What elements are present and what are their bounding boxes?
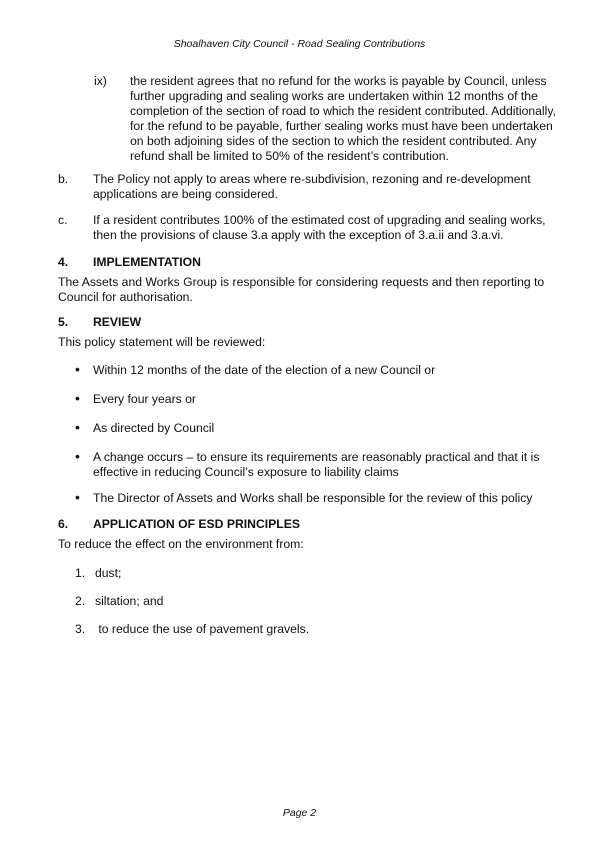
page-header: Shoalhaven City Council - Road Sealing Contributions [173, 38, 426, 50]
bullet-dot: • [75, 419, 80, 435]
section-6-title: APPLICATION OF ESD PRINCIPLES [93, 517, 300, 531]
bullet-dot: • [75, 361, 80, 377]
point-text-b: The Policy not apply to areas where re-subdivision, rezoning and re-development applications are being considered. [93, 172, 531, 201]
bullet-dot: • [75, 448, 80, 464]
review-bullet-text: As directed by Council [93, 421, 215, 435]
review-bullet-text: The Director of Assets and Works shall be responsible for the review of this policy [93, 491, 533, 505]
esd-item-number: 3. [75, 622, 86, 636]
section-5-number: 5. [58, 315, 69, 329]
subclause-label: ix) [94, 74, 107, 88]
section-5-title: REVIEW [93, 315, 142, 329]
point-label-c: c. [58, 213, 68, 227]
subclause-text: the resident agrees that no refund for the works is payable by Council, unless further upgrading and sealing works are undertaken within 12 months of the completion of the section of road to which the resident contributed. Additionally, for the refund to be payable, further sealing works must have been undertaken on both adjoining sides of the section to which the resident contributed. Any refund shall be limited to 50% of the resident’s contribution. [130, 74, 556, 163]
review-bullet-text: A change occurs – to ensure its requirements are reasonably practical and that it is effective in reducing Council’s exposure to liability claims [93, 450, 540, 479]
page-footer: Page 2 [282, 807, 317, 819]
point-text-c: If a resident contributes 100% of the estimated cost of upgrading and sealing works, then the provisions of clause 3.a apply with the exception of 3.a.ii and 3.a.vi. [93, 213, 546, 242]
review-bullet-text: Within 12 months of the date of the election of a new Council or [93, 363, 436, 377]
esd-item-number: 2. [75, 594, 86, 608]
esd-item-text: to reduce the use of pavement gravels. [95, 622, 310, 636]
bullet-dot: • [75, 489, 80, 505]
point-label-b: b. [58, 172, 69, 186]
section-6-number: 6. [58, 517, 69, 531]
esd-item-text: dust; [95, 566, 122, 580]
section-6-intro: To reduce the effect on the environment from: [58, 537, 304, 551]
esd-item-number: 1. [75, 566, 86, 580]
section-4-number: 4. [58, 255, 69, 269]
esd-item-text: siltation; and [95, 594, 164, 608]
review-bullet-text: Every four years or [93, 392, 196, 406]
bullet-dot: • [75, 390, 80, 406]
section-4-title: IMPLEMENTATION [93, 255, 201, 269]
section-5-intro: This policy statement will be reviewed: [58, 335, 266, 349]
section-4-text: The Assets and Works Group is responsible for considering requests and then reporting to Council for authorisation. [58, 275, 545, 304]
